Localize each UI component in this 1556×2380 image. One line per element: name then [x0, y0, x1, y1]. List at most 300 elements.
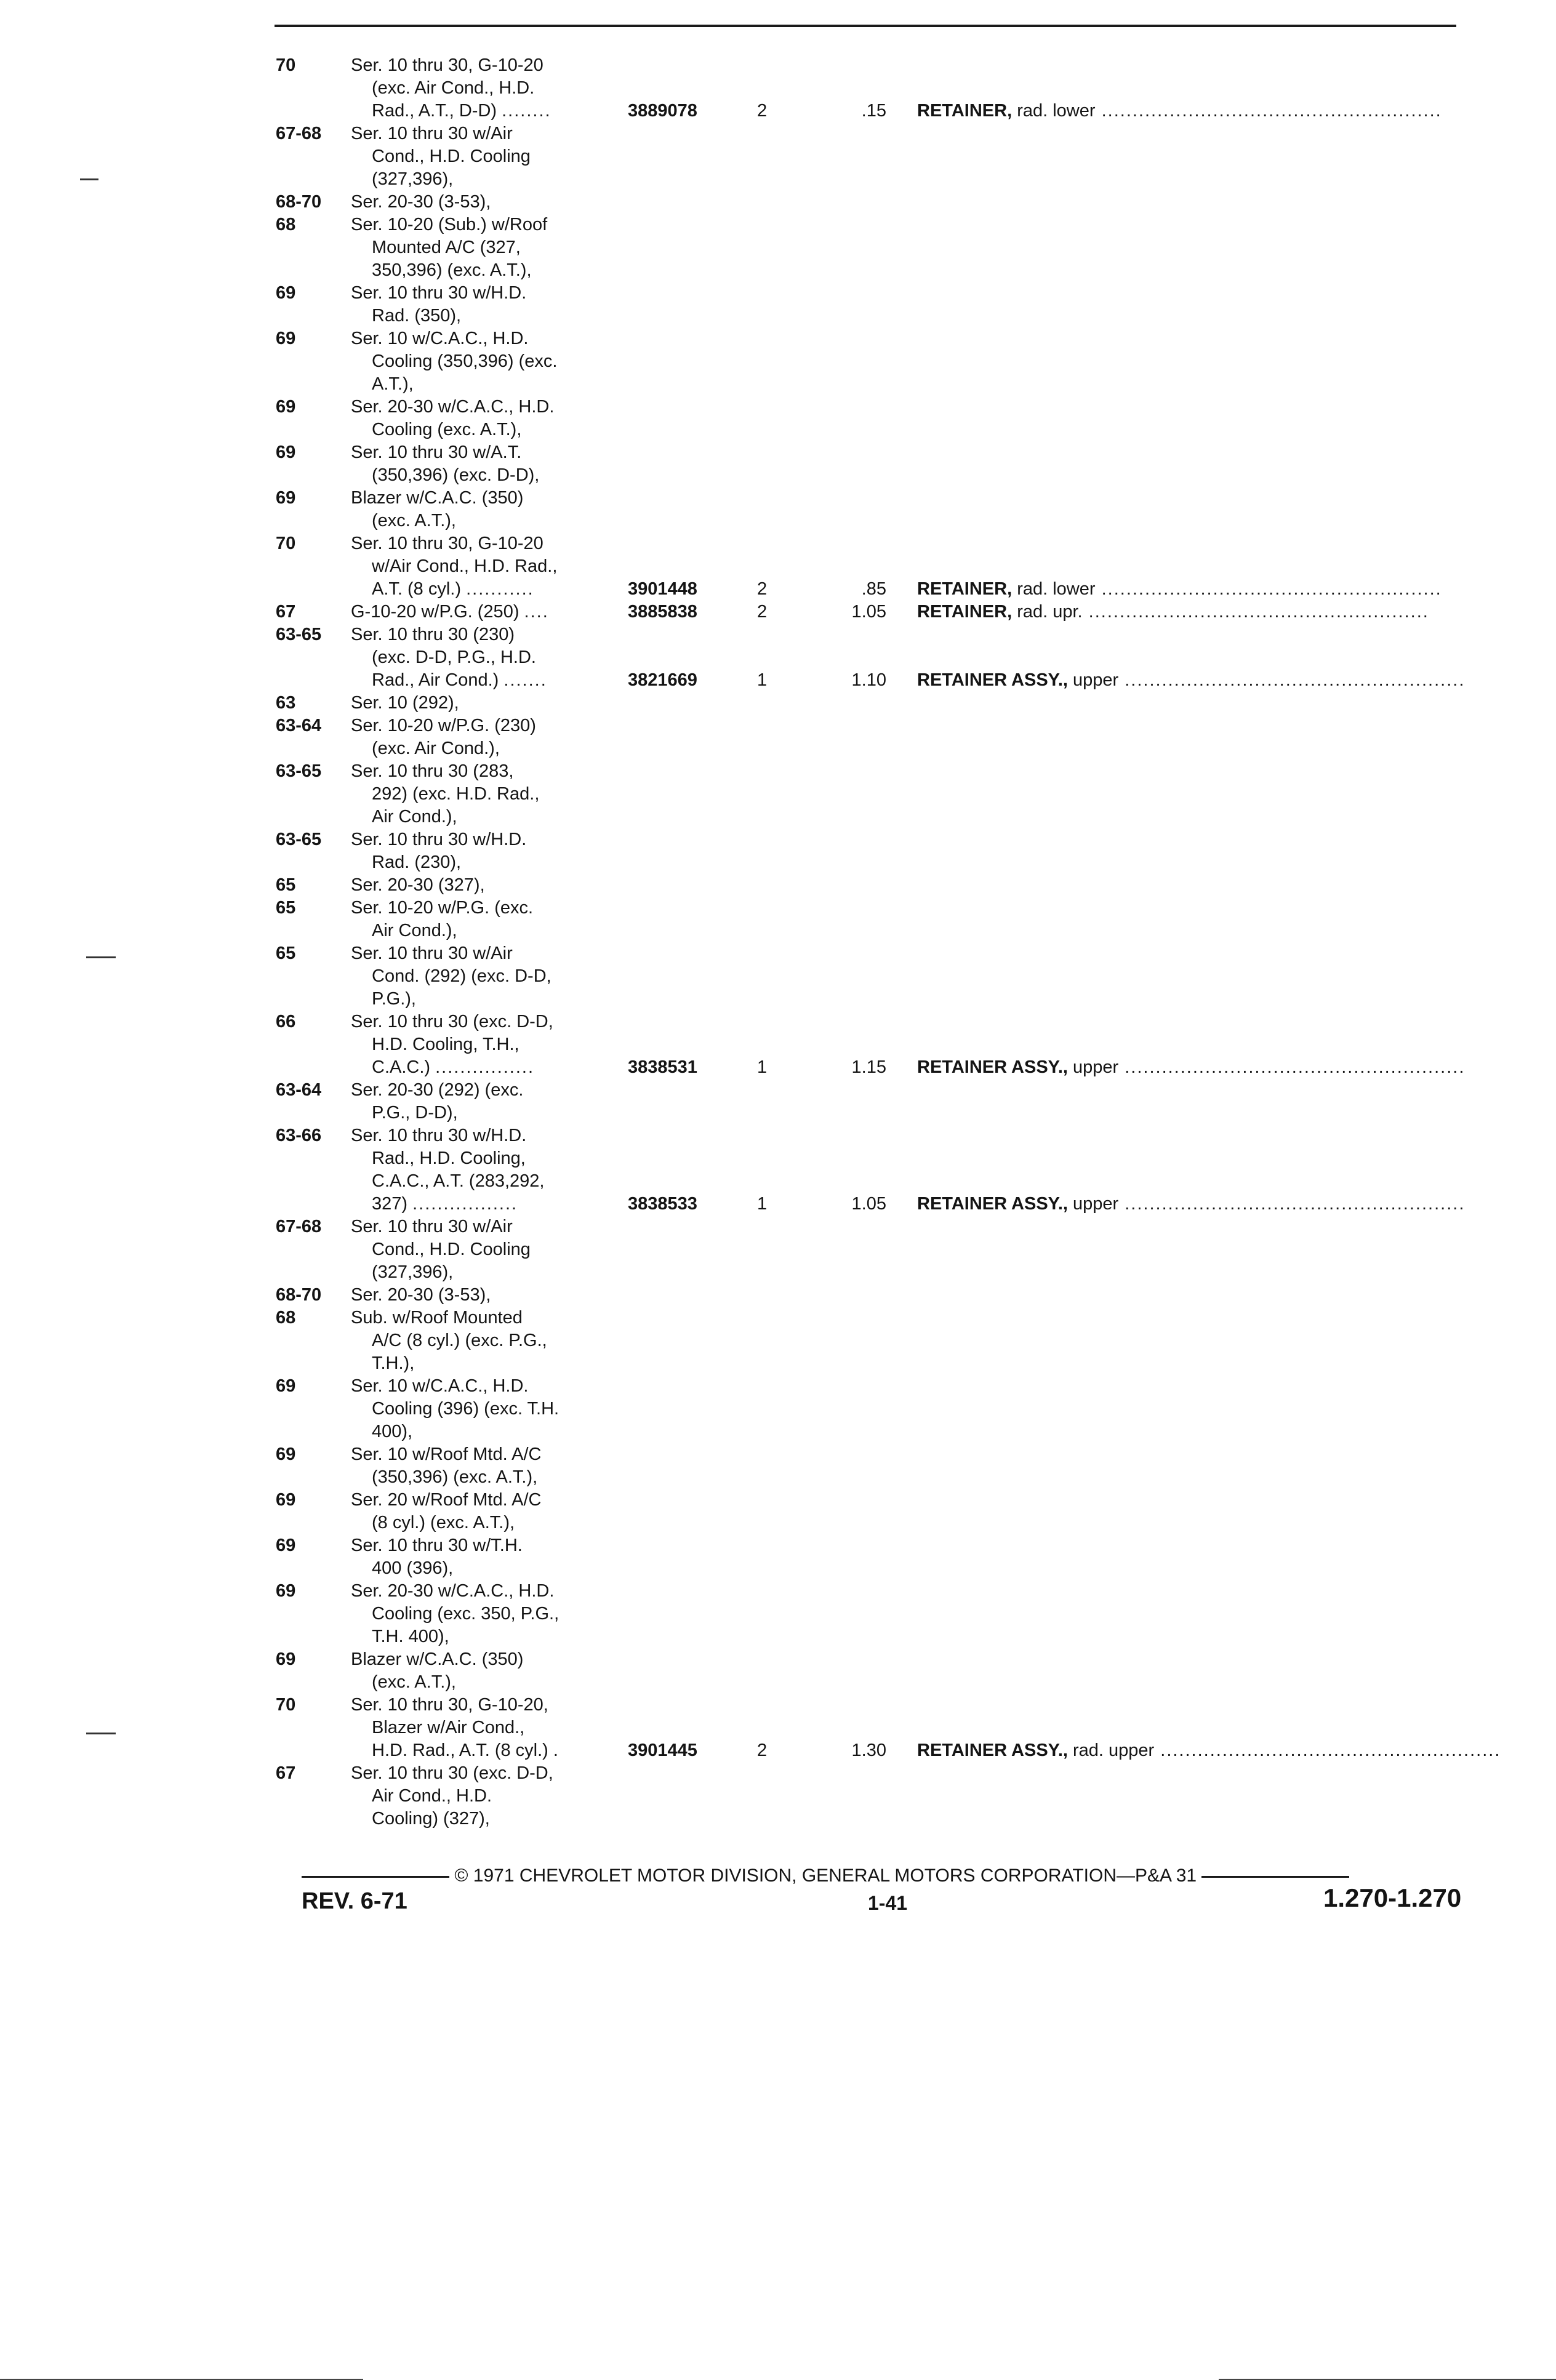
application-line: Ser. 10 thru 30 (230) [351, 625, 515, 644]
application-text [372, 168, 453, 191]
application-text [372, 806, 457, 828]
application-text [351, 1011, 553, 1033]
application-text [372, 77, 534, 100]
part-name-bold: RETAINER ASSY., [917, 1057, 1068, 1077]
part-name-bold: RETAINER ASSY., [917, 1741, 1068, 1760]
entry-line [271, 1261, 1502, 1284]
application-line: Ser. 10 w/C.A.C., H.D. [351, 1376, 529, 1396]
application-text [351, 1648, 523, 1671]
entry-line [271, 464, 1502, 487]
price: 1.30 [851, 1741, 886, 1760]
entry-line [271, 1603, 1502, 1625]
model-year: 63-64 [276, 1080, 322, 1100]
application-text [372, 145, 531, 168]
model-year: 67 [276, 1763, 296, 1783]
application-line: Ser. 10 (292), [351, 693, 459, 713]
entry-line [271, 532, 1502, 555]
entry-line [271, 1170, 1502, 1193]
application-text [372, 555, 557, 578]
application-text [351, 715, 536, 737]
entry-line [271, 214, 1502, 236]
application-line: Air Cond., H.D. [372, 1786, 492, 1806]
application-line: Blazer w/Air Cond., [372, 1718, 525, 1737]
model-year: 63 [276, 693, 296, 713]
entry-line [271, 259, 1502, 282]
entry-line [271, 1671, 1502, 1694]
page-number: 1-41 [868, 1892, 908, 1914]
application-text [351, 623, 515, 646]
part-name-bold: RETAINER, [917, 579, 1013, 599]
application-text [351, 874, 485, 897]
application-text [372, 1261, 453, 1284]
application-text [351, 441, 521, 464]
entry-line [271, 191, 1502, 214]
entry-line [271, 373, 1502, 396]
entry-line [271, 1512, 1502, 1534]
application-text [372, 464, 539, 487]
application-text [372, 1420, 412, 1443]
price: 1.05 [851, 602, 886, 622]
application-line: Ser. 10-20 w/P.G. (230) [351, 716, 536, 735]
entry-line [271, 1717, 1502, 1739]
entry-line [271, 828, 1502, 851]
application-text [372, 965, 551, 988]
part-number: 3889078 [628, 101, 697, 121]
entry-line [271, 783, 1502, 806]
model-year: 68 [276, 1308, 296, 1328]
application-line: 400), [372, 1422, 413, 1441]
part-name-bold: RETAINER, [917, 101, 1013, 121]
application-line: 327) [372, 1194, 408, 1214]
application-line: (350,396) (exc. D-D), [372, 465, 540, 485]
entry-line [271, 1033, 1502, 1056]
price: 1.15 [851, 1057, 886, 1077]
application-line: Blazer w/C.A.C. (350) [351, 488, 524, 508]
entry-line [271, 327, 1502, 350]
application-text [372, 1102, 458, 1124]
entry-line [271, 760, 1502, 783]
application-line: C.A.C., A.T. (283,292, [372, 1171, 545, 1191]
application-line: Rad. (350), [372, 306, 462, 326]
application-text [372, 1352, 414, 1375]
entry-line [271, 419, 1502, 441]
application-text [372, 783, 539, 806]
application-line: P.G., D-D), [372, 1103, 458, 1123]
model-year: 63-65 [276, 625, 322, 644]
application-line: Cond. (292) (exc. D-D, [372, 966, 551, 986]
model-year: 70 [276, 1695, 296, 1715]
application-text [351, 942, 513, 965]
leader-dots: ....................................................... [1095, 579, 1442, 599]
application-line: Ser. 10-20 (Sub.) w/Roof [351, 215, 548, 234]
model-year: 70 [276, 534, 296, 553]
entry-line [271, 1307, 1502, 1329]
entry-line [271, 1557, 1502, 1580]
part-name-detail: rad. upr. [1012, 602, 1083, 622]
application-text [351, 532, 543, 555]
application-line: Cond., H.D. Cooling [372, 146, 531, 166]
application-line: Air Cond.), [372, 921, 457, 940]
application-text [372, 373, 414, 396]
application-line: Ser. 10 thru 30 w/Air [351, 944, 513, 963]
application-text [372, 350, 557, 373]
entry-line [271, 1329, 1502, 1352]
top-rule [275, 25, 1456, 27]
application-text [351, 214, 547, 236]
application-text [372, 669, 547, 692]
application-line: Cooling (396) (exc. T.H. [372, 1399, 559, 1419]
application-text [351, 1694, 548, 1717]
application-line: Sub. w/Roof Mounted [351, 1308, 523, 1328]
application-line: Ser. 10 thru 30, G-10-20, [351, 1695, 548, 1715]
model-year: 69 [276, 1649, 296, 1669]
application-text [351, 487, 523, 510]
application-text [372, 1512, 515, 1534]
application-text [351, 54, 543, 77]
model-year: 69 [276, 1581, 296, 1601]
part-number: 3885838 [628, 602, 697, 622]
application-line: T.H. 400), [372, 1627, 449, 1646]
quantity: 2 [757, 1741, 768, 1760]
model-year: 69 [276, 1376, 296, 1396]
entry-line [271, 1694, 1502, 1717]
entry-line [271, 988, 1502, 1011]
application-text [351, 828, 526, 851]
quantity: 2 [757, 579, 768, 599]
leader-dots: ........ [502, 101, 551, 121]
application-text [351, 1443, 541, 1466]
price: .85 [861, 579, 886, 599]
entry-line [271, 282, 1502, 305]
model-year: 67 [276, 602, 296, 622]
quantity: 1 [757, 1057, 768, 1077]
entry-line [271, 1739, 1502, 1762]
part-name-bold: RETAINER ASSY., [917, 670, 1068, 690]
application-text [351, 897, 533, 920]
quantity: 1 [757, 670, 768, 690]
model-year: 69 [276, 329, 296, 348]
model-year: 63-65 [276, 830, 322, 849]
application-line: Cooling (exc. 350, P.G., [372, 1604, 559, 1624]
leader-dots: ........... [466, 579, 534, 599]
application-line: H.D. Rad., A.T. (8 cyl.) [372, 1741, 548, 1760]
entry-line [271, 737, 1502, 760]
entry-line [271, 77, 1502, 100]
application-line: A.T.), [372, 374, 414, 394]
application-text [372, 259, 532, 282]
entry-line [271, 122, 1502, 145]
model-year: 69 [276, 1536, 296, 1555]
application-line: Cooling (exc. A.T.), [372, 420, 522, 439]
application-text [372, 1398, 559, 1420]
application-text [351, 327, 528, 350]
application-text [372, 1557, 453, 1580]
application-line: Rad., Air Cond.) [372, 670, 499, 690]
application-line: Ser. 10 thru 30 (exc. D-D, [351, 1763, 553, 1783]
model-year: 63-64 [276, 716, 322, 735]
application-text [372, 419, 521, 441]
application-line: Ser. 10 thru 30 w/H.D. [351, 283, 527, 303]
entry-line [271, 1420, 1502, 1443]
application-text [351, 1124, 526, 1147]
part-number: 3901448 [628, 579, 697, 599]
application-text [372, 1033, 519, 1056]
part-number: 3838531 [628, 1057, 697, 1077]
application-text [372, 737, 500, 760]
margin-mark [80, 178, 98, 180]
entry-line [271, 1124, 1502, 1147]
entry-line [271, 920, 1502, 942]
quantity: 1 [757, 1194, 768, 1214]
application-line: Ser. 10 thru 30 w/Air [351, 1217, 513, 1236]
entry-line [271, 1284, 1502, 1307]
application-line: Cond., H.D. Cooling [372, 1240, 531, 1259]
application-line: 400 (396), [372, 1558, 454, 1578]
part-name [917, 601, 1502, 623]
entry-line [271, 1079, 1502, 1102]
part-number: 3821669 [628, 670, 697, 690]
application-line: (327,396), [372, 1262, 454, 1282]
application-line: Ser. 20-30 w/C.A.C., H.D. [351, 397, 555, 417]
entry-line [271, 806, 1502, 828]
margin-mark [86, 1733, 116, 1734]
entry-line [271, 1580, 1502, 1603]
application-text [372, 1056, 534, 1079]
entry-line [271, 715, 1502, 737]
leader-dots: .... [524, 602, 549, 622]
model-year: 67-68 [276, 124, 322, 143]
application-line: Mounted A/C (327, [372, 238, 521, 257]
leader-dots: ....................................................... [1082, 602, 1429, 622]
entry-line [271, 601, 1502, 623]
application-text [351, 1762, 553, 1785]
entry-line [271, 168, 1502, 191]
application-line: Rad., A.T., D-D) [372, 101, 497, 121]
application-line: T.H.), [372, 1353, 415, 1373]
application-text [372, 646, 536, 669]
application-line: A.T. (8 cyl.) [372, 579, 462, 599]
model-year: 69 [276, 283, 296, 303]
entry-line [271, 145, 1502, 168]
application-line: Ser. 20-30 (3-53), [351, 192, 491, 212]
entry-line [271, 396, 1502, 419]
model-year: 65 [276, 898, 296, 918]
application-text [372, 100, 551, 122]
application-line: Ser. 10 thru 30 (283, [351, 761, 514, 781]
part-name [917, 1193, 1502, 1216]
model-year: 68 [276, 215, 296, 234]
application-line: Ser. 10 w/C.A.C., H.D. [351, 329, 529, 348]
application-text [372, 1739, 559, 1762]
entry-line [271, 578, 1502, 601]
application-text [351, 1216, 513, 1238]
entry-line [271, 874, 1502, 897]
parts-listing [271, 54, 1502, 1830]
application-text [351, 282, 526, 305]
footer-copyright-line [302, 1864, 1483, 1888]
entry-line [271, 1534, 1502, 1557]
part-name [917, 100, 1502, 122]
application-line: A/C (8 cyl.) (exc. P.G., [372, 1331, 547, 1350]
entry-line [271, 555, 1502, 578]
application-text [351, 760, 513, 783]
application-text [351, 1307, 523, 1329]
application-line: Ser. 10 thru 30 w/Air [351, 124, 513, 143]
application-line: (exc. Air Cond.), [372, 739, 500, 758]
model-year: 67-68 [276, 1217, 322, 1236]
entry-line [271, 1808, 1502, 1830]
application-line: Ser. 10 thru 30 w/A.T. [351, 443, 522, 462]
entry-line [271, 669, 1502, 692]
entry-line [271, 510, 1502, 532]
model-year: 65 [276, 875, 296, 895]
entry-line [271, 942, 1502, 965]
leader-dots: ....................................................... [1118, 1057, 1466, 1077]
part-name-bold: RETAINER, [917, 602, 1013, 622]
application-line: (8 cyl.) (exc. A.T.), [372, 1513, 515, 1533]
application-text [351, 1534, 523, 1557]
leader-dots: ................. [412, 1194, 518, 1214]
application-line: Ser. 20 w/Roof Mtd. A/C [351, 1490, 542, 1510]
margin-mark [86, 956, 116, 958]
application-text [351, 396, 554, 419]
application-line: Air Cond.), [372, 807, 457, 827]
application-text [372, 1466, 537, 1489]
application-text [351, 601, 549, 623]
leader-dots: ....................................................... [1154, 1741, 1501, 1760]
application-line: (327,396), [372, 169, 454, 189]
entry-line [271, 692, 1502, 715]
model-year: 68-70 [276, 192, 322, 212]
entry-line [271, 1785, 1502, 1808]
quantity: 2 [757, 602, 768, 622]
entry-line [271, 1625, 1502, 1648]
application-line: Ser. 20-30 (3-53), [351, 1285, 491, 1305]
entry-line [271, 1648, 1502, 1671]
model-year: 69 [276, 1490, 296, 1510]
part-number: 3838533 [628, 1194, 697, 1214]
application-line: Ser. 10 thru 30 w/H.D. [351, 1126, 527, 1145]
application-line: Ser. 20-30 (327), [351, 875, 485, 895]
application-line: Ser. 10 thru 30 w/T.H. [351, 1536, 523, 1555]
entry-line [271, 1352, 1502, 1375]
application-text [372, 578, 534, 601]
application-line: Ser. 20-30 w/C.A.C., H.D. [351, 1581, 555, 1601]
entry-line [271, 1375, 1502, 1398]
copyright-text: © 1971 CHEVROLET MOTOR DIVISION, GENERAL MOTORS CORPORATION—P&A 31 [454, 1865, 1197, 1886]
application-line: Ser. 10 thru 30, G-10-20 [351, 534, 543, 553]
leader-dots: ....................................................... [1095, 101, 1442, 121]
model-year: 69 [276, 488, 296, 508]
entry-line [271, 965, 1502, 988]
application-line: (exc. Air Cond., H.D. [372, 78, 535, 98]
application-text [372, 510, 456, 532]
price: 1.05 [851, 1194, 886, 1214]
application-line: Ser. 10 w/Roof Mtd. A/C [351, 1444, 542, 1464]
application-line: Ser. 10 thru 30 (exc. D-D, [351, 1012, 553, 1032]
part-name-detail: rad. lower [1012, 101, 1096, 121]
leader-dots: . [553, 1741, 559, 1760]
entry-line [271, 646, 1502, 669]
entry-line [271, 1466, 1502, 1489]
entry-line [271, 305, 1502, 327]
entry-line [271, 350, 1502, 373]
price: .15 [861, 101, 886, 121]
entry-line [271, 1443, 1502, 1466]
application-text [351, 191, 491, 214]
model-year: 69 [276, 1444, 296, 1464]
application-line: (exc. D-D, P.G., H.D. [372, 647, 536, 667]
entry-line [271, 897, 1502, 920]
application-line: (350,396) (exc. A.T.), [372, 1467, 538, 1487]
footer-rule-right [1201, 1876, 1349, 1878]
application-line: Ser. 20-30 (292) (exc. [351, 1080, 524, 1100]
application-text [351, 1284, 491, 1307]
application-text [372, 305, 461, 327]
application-line: C.A.C.) [372, 1057, 431, 1077]
model-year: 68-70 [276, 1285, 322, 1305]
application-text [372, 1238, 531, 1261]
application-line: H.D. Cooling, T.H., [372, 1035, 519, 1054]
model-year: 70 [276, 55, 296, 75]
application-line: w/Air Cond., H.D. Rad., [372, 556, 558, 576]
model-year: 69 [276, 397, 296, 417]
application-line: P.G.), [372, 989, 416, 1009]
entry-line [271, 441, 1502, 464]
model-year: 69 [276, 443, 296, 462]
entry-line [271, 1762, 1502, 1785]
leader-dots: ................ [435, 1057, 535, 1077]
entry-line [271, 487, 1502, 510]
entry-line [271, 1398, 1502, 1420]
entry-line [271, 623, 1502, 646]
application-text [351, 1580, 554, 1603]
part-name [917, 578, 1502, 601]
application-text [372, 851, 461, 874]
application-text [372, 1147, 526, 1170]
application-text [372, 1785, 492, 1808]
quantity: 2 [757, 101, 768, 121]
entry-line [271, 236, 1502, 259]
entry-line [271, 1056, 1502, 1079]
part-name-detail: upper [1067, 670, 1119, 690]
entry-line [271, 1147, 1502, 1170]
application-line: G-10-20 w/P.G. (250) [351, 602, 519, 622]
leader-dots: ....... [503, 670, 547, 690]
application-text [351, 692, 459, 715]
part-name-bold: RETAINER ASSY., [917, 1194, 1068, 1214]
entry-line [271, 1216, 1502, 1238]
part-name [917, 669, 1502, 692]
application-text [372, 1193, 518, 1216]
application-text [351, 1375, 528, 1398]
application-text [372, 1329, 547, 1352]
part-name-detail: rad. upper [1067, 1741, 1155, 1760]
application-text [372, 1671, 456, 1694]
application-line: Rad., H.D. Cooling, [372, 1148, 526, 1168]
entry-line [271, 54, 1502, 77]
entry-line [271, 1489, 1502, 1512]
application-text [372, 1170, 544, 1193]
application-line: Blazer w/C.A.C. (350) [351, 1649, 524, 1669]
part-name-detail: rad. lower [1012, 579, 1096, 599]
application-text [372, 236, 521, 259]
application-text [372, 1625, 449, 1648]
model-year: 65 [276, 944, 296, 963]
entry-line [271, 1011, 1502, 1033]
application-text [351, 1079, 523, 1102]
model-year: 66 [276, 1012, 296, 1032]
